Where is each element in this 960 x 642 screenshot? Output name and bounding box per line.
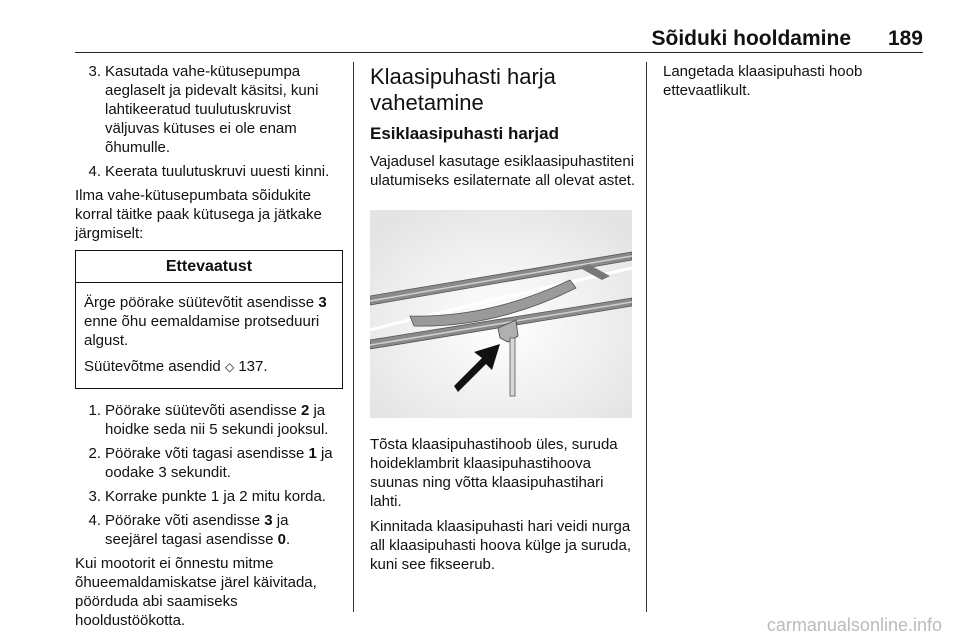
list-item-text: Keerata tuulutuskruvi uuesti kinni. xyxy=(105,163,330,180)
paragraph: Tõsta klaasipuhastihoob üles, suruda hoideklambrit klaasipuhastihoova suunas ning võtta klaasipuhastihari lahti. xyxy=(370,436,618,510)
paragraph: Vajadusel kasutage esiklaasipuhastiteni ulatumiseks esilaternate all olevat astet. xyxy=(370,153,636,189)
paragraph: Langetada klaasipuhasti hoob ettevaatlikult. xyxy=(663,63,863,99)
caution-text: Ärge pöörake süütevõtit asendisse 3 enne õhu eemaldamise protseduuri algust. xyxy=(84,294,327,349)
column-right xyxy=(663,62,925,106)
section-heading: Klaasipuhasti harja vahetamine xyxy=(370,64,556,115)
column-middle xyxy=(370,62,636,580)
watermark: carmanualsonline.info xyxy=(766,615,942,635)
list-item xyxy=(75,62,343,157)
reference-page-link[interactable]: 137. xyxy=(234,358,268,375)
list-item: 1. Pöörake süütevõti asendisse 2 ja hoidke seda nii 5 sekundi jooksul. xyxy=(88,402,329,438)
cross-reference-icon: ◇ xyxy=(224,360,235,374)
list-item-text: Kasutada vahe-kütusepumpa aeglaselt ja pidevalt käsitsi, kuni lahtikeeratud tuulutuskruvist väljuvas kütuses ei ole enam õhumulle. xyxy=(105,63,319,156)
paragraph: Kui mootorit ei õnnestu mitme õhueemaldamiskatse järel käivitada, pöörduda abi saamiseks hooldustöökotta. xyxy=(75,555,317,629)
page-number: 189 xyxy=(887,27,923,50)
list-item: 4. Pöörake võti asendisse 3 ja seejärel tagasi asendisse 0. xyxy=(88,512,291,548)
column-left xyxy=(75,62,343,636)
subsection-heading: Esiklaasipuhasti harjad xyxy=(370,124,559,143)
caution-box xyxy=(75,250,343,389)
caution-body xyxy=(76,283,342,388)
wiper-blade-illustration xyxy=(370,210,632,418)
paragraph: Kinnitada klaasipuhasti hari veidi nurga all klaasipuhasti hoova külge ja suruda, kuni see fikseerub. xyxy=(370,518,631,573)
list-item: 2. Pöörake võti tagasi asendisse 1 ja oodake 3 sekundit. xyxy=(88,445,333,481)
column-divider-1 xyxy=(353,62,354,612)
paragraph: Ilma vahe-kütusepumbata sõidukite korral täitke paak kütusega ja jätkake järgmiselt: xyxy=(75,187,322,242)
caution-title: Ettevaatust xyxy=(76,251,342,283)
caution-reference: Süütevõtme asendid ◇ 137. xyxy=(84,358,268,375)
section-title: Sõiduki hooldamine xyxy=(651,27,851,50)
column-divider-2 xyxy=(646,62,647,612)
list-item-number: 4. xyxy=(88,163,101,180)
list-item xyxy=(75,162,343,181)
page-header xyxy=(75,26,923,53)
list-item-number: 3. xyxy=(88,63,101,80)
list-item: 3. Korrake punkte 1 ja 2 mitu korda. xyxy=(88,488,326,505)
